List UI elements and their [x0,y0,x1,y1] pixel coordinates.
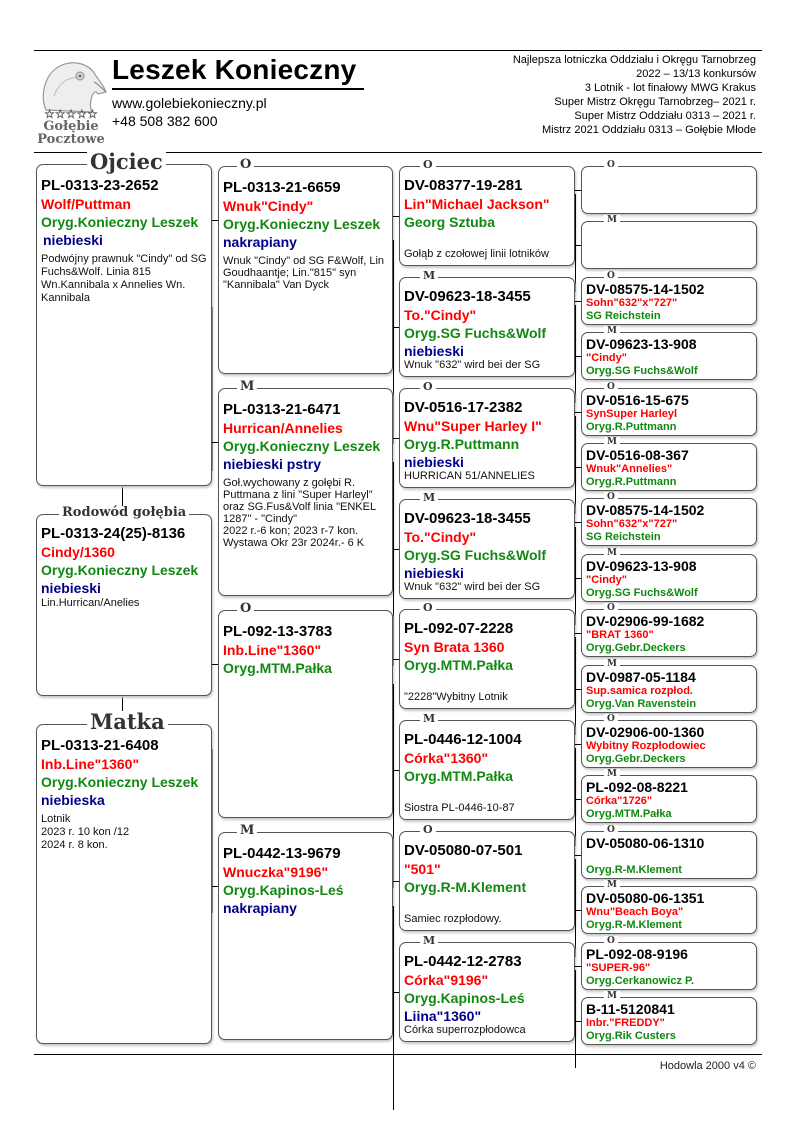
mother-card[interactable] [36,709,212,1044]
great-grandparent-details [404,620,571,674]
pigeon-note: Samiec rozpłodowy. [404,913,502,925]
great-grandparent-details [404,953,571,1025]
connector-stub [393,770,399,771]
dam-label: M [604,548,620,558]
ring-number: DV-0987-05-1184 [586,669,696,685]
dam-label: M [604,215,620,225]
pigeon-name: "Cindy" [586,352,627,364]
pigeon-note: Wnuk "632" wird bei der SG [404,359,541,371]
breeder: Georg Sztuba [404,214,496,230]
breeder: Oryg.Gebr.Deckers [586,753,686,765]
pigeon-color: nakrapiany [223,234,297,250]
pigeon-name: Córka"9196" [404,972,489,988]
grandparent-card[interactable] [218,823,393,1040]
pigeon-name [586,851,753,864]
ring-number: PL-092-08-9196 [586,946,688,962]
great-great-grandparent-card[interactable] [581,437,757,491]
great-great-grandparent-card[interactable] [581,825,757,879]
connector-stub [393,216,399,217]
great-great-grandparent-card[interactable] [581,769,757,823]
connector-col2-col3 [393,684,394,888]
great-great-grandparent-card[interactable] [581,991,757,1045]
great-great-grandparent-details [586,393,753,434]
connector-stub [393,549,399,550]
sire-label: O [604,603,618,613]
connector-col3-col4 [575,527,576,625]
ring-number: PL-0313-21-6659 [223,179,341,196]
pigeon-color: Liina"1360" [404,1008,482,1024]
pigeon-color: nakrapiany [223,900,297,916]
great-great-grandparent-card[interactable] [581,659,757,713]
great-great-grandparent-card[interactable] [581,271,757,325]
pigeon-name: Córka"1726" [586,795,653,807]
great-great-grandparent-details [586,614,753,655]
connector-col3-col4 [575,416,576,514]
breeder: Oryg.MTM.Pałka [223,660,332,676]
sire-label: O [237,602,254,616]
ring-number: PL-0446-12-1004 [404,731,522,748]
pigeon-color: niebieski [404,343,464,359]
pigeon-color: niebieska [41,792,105,808]
phone-number: +48 508 382 600 [112,113,218,129]
pigeon-name: Wolf/Puttman [41,196,131,212]
top-rule [34,50,762,51]
pigeon-name: Syn Brata 1360 [404,639,505,655]
note-line: Lotnik [41,813,71,825]
ring-number: DV-05080-06-1351 [586,890,705,906]
ring-number: DV-09623-18-3455 [404,510,531,527]
breeder: Oryg.R-M.Klement [586,864,682,876]
ring-number: PL-0442-12-2783 [404,953,522,970]
pigeon-name: SynSuper Harleyl [586,408,678,420]
ring-number: PL-092-08-8221 [586,779,688,795]
great-great-grandparent-details [586,1002,753,1043]
pigeon-name: Sohn"632"x"727" [586,297,678,309]
breeder: Oryg.Kapinos-Leś [223,882,344,898]
breeder: Oryg.SG Fuchs&Wolf [404,547,547,563]
pigeon-note: Lin.Hurrican/Anelies [41,597,140,609]
pigeon-name: Lin"Michael Jackson" [404,196,550,212]
dam-label: M [604,880,620,890]
dam-label: M [420,270,438,282]
sire-label: O [237,158,254,172]
great-great-grandparent-details [586,282,753,323]
dam-label: M [420,935,438,947]
pigeon-note: HURRICAN 51/ANNELIES [404,470,535,482]
pigeon-name: Wnuk"Annelies" [586,463,673,475]
pigeon-name: "501" [404,861,441,877]
breeder: Oryg.Gebr.Deckers [586,642,686,654]
breeder: Oryg.Kapinos-Leś [404,990,525,1006]
grandparent-card[interactable] [218,157,393,374]
pigeon-name [586,226,753,239]
ring-number: PL-0313-23-2652 [41,177,159,194]
connector-stub [393,327,399,328]
pigeon-head-icon [34,56,108,114]
great-grandparent-card[interactable] [399,158,575,266]
connector-col1-col2-top [212,307,213,471]
breeder: Oryg.SG Fuchs&Wolf [404,325,547,341]
great-great-grandparent-card[interactable] [581,936,757,990]
connector-stub [575,301,581,302]
achievements [513,53,756,137]
pigeon-name [586,171,753,184]
great-great-grandparent-details [586,559,753,600]
great-great-grandparent-card[interactable] [581,548,757,602]
logo-line2: Pocztowe [37,132,105,147]
breeder: Oryg.MTM.Pałka [404,768,513,784]
sire-label: O [420,159,436,171]
breeder: Oryg.MTM.Pałka [404,657,513,673]
great-grandparent-card[interactable] [399,269,575,377]
grandparent-card[interactable] [218,379,393,596]
breeder: Oryg.SG Fuchs&Wolf [586,365,698,377]
breeder: Oryg.Konieczny Leszek [41,774,199,790]
pigeon-name: Inb.Line"1360" [41,756,140,772]
pigeon-color: niebieski [404,454,464,470]
father-card[interactable] [36,149,212,486]
great-grandparent-card[interactable] [399,491,575,599]
logo [34,56,108,148]
dam-label: M [237,380,257,394]
connector-stub [575,522,581,523]
connector-stub [393,438,399,439]
father-label: Ojciec [87,151,166,173]
connector-stub [212,442,218,443]
ring-number: DV-02906-99-1682 [586,613,705,629]
ring-number: DV-05080-07-501 [404,842,523,859]
connector-stub [575,633,581,634]
breeder: Oryg.R.Puttmann [586,421,677,433]
pigeon-name: Wnuczka"9196" [223,864,329,880]
note-line: Wystawa Okr 23r 2024r.- 6 K [223,537,365,549]
achievement-line: Super Mistrz Okręgu Tarnobrzeg– 2021 r. [554,96,756,108]
note-line: 1287" - "Cindy" [223,513,298,525]
connector-stub [575,689,581,690]
pigeon-name: To."Cindy" [404,529,477,545]
connector-col3-col4 [575,194,576,292]
pigeon-note: Siostra PL-0446-10-87 [404,802,515,814]
great-great-grandparent-card[interactable] [581,215,757,269]
breeder: SG Reichstein [586,531,661,543]
connector-col1-col2-bottom [212,749,213,913]
great-grandparent-card[interactable] [399,380,575,488]
great-great-grandparent-card[interactable] [581,326,757,380]
connector-stub [575,1021,581,1022]
pigeon-note: Podwójny prawnuk "Cindy" od SG Fuchs&Wolf. Linia 815 Wn.Kannibala x Annelies Wn. Kannibala [41,253,207,304]
subject-details [41,525,208,610]
connector-col2-col3 [393,462,394,666]
owner-name: Leszek Konieczny [112,54,357,85]
great-grandparent-card[interactable] [399,601,575,709]
ring-number: B-11-5120841 [586,1001,675,1017]
pigeon-name: Inbr."FREDDY" [586,1017,665,1029]
pigeon-name: "Cindy" [586,574,627,586]
breeder: Oryg.R-M.Klement [404,879,527,895]
breeder: SG Reichstein [586,310,661,322]
great-great-grandparent-details [586,171,753,184]
note-line: 2022 r.-6 kon; 2023 r-7 kon. [223,525,359,537]
subject-card[interactable] [36,505,212,696]
pigeon-note [41,813,208,852]
ring-number: DV-08377-19-281 [404,177,523,194]
owner-underline [112,88,364,90]
breeder: Oryg.Rik Custers [586,1030,676,1042]
breeder: Oryg.Konieczny Leszek [223,216,381,232]
sire-label: O [604,714,618,724]
connector-stub [575,578,581,579]
dam-label: M [420,713,438,725]
dam-label: M [604,991,620,1001]
pigeon-name: Wnu"Super Harley I" [404,418,542,434]
pigeon-name: Wnu"Beach Boya" [586,906,684,918]
achievement-line: Najlepsza lotniczka Oddziału i Okręgu Tarnobrzeg [512,54,756,66]
pigeon-note: "2228"Wybitny Lotnik [404,691,508,703]
mother-label: Matka [87,711,168,733]
breeder: Oryg.SG Fuchs&Wolf [586,587,698,599]
dam-label: M [604,769,620,779]
pigeon-note: Gołąb z czołowej linii lotników [404,248,549,260]
logo-line1: Gołębie [43,119,99,134]
pigeon-color: niebieski pstry [223,456,322,472]
great-grandparent-details [404,731,571,785]
achievement-line: Super Mistrz Oddziału 0313 – 2021 r. [574,110,756,122]
great-great-grandparent-details [586,337,753,378]
pigeon-name: Hurrican/Annelies [223,420,343,436]
connector-stub [575,799,581,800]
grandparent-details [223,179,389,291]
ring-number: DV-09623-18-3455 [404,288,531,305]
great-great-grandparent-card[interactable] [581,160,757,214]
ring-number: PL-0313-21-6408 [41,737,159,754]
dam-label: M [420,492,438,504]
ring-number: PL-0313-24(25)-8136 [41,525,186,542]
ring-number: DV-09623-13-908 [586,558,697,574]
connector-stub [393,992,399,993]
ring-number: DV-0516-08-367 [586,447,689,463]
pigeon-name: "SUPER-96" [586,962,651,974]
pigeon-name: Sup.samica rozpłod. [586,685,693,697]
great-great-grandparent-details [586,448,753,489]
great-great-grandparent-details [586,836,753,877]
sire-label: O [604,936,618,946]
great-great-grandparent-card[interactable] [581,382,757,436]
connector-stub [575,467,581,468]
note-line: 2023 r. 10 kon /12 [41,826,130,838]
achievement-line: 3 Lotnik - lot finałowy MWG Krakus [584,82,756,94]
great-great-grandparent-card[interactable] [581,880,757,934]
great-great-grandparent-details [586,891,753,932]
pigeon-name: Wnuk"Cindy" [223,198,314,214]
pigeon-note [223,477,389,549]
connector-stub [575,910,581,911]
dam-label: M [604,326,620,336]
pigeon-color: niebieski [43,232,103,248]
sire-label: O [604,160,618,170]
breeder: Oryg.R-M.Klement [586,919,682,931]
ring-number: DV-0516-17-2382 [404,399,523,416]
connector-stub [212,220,218,221]
footer-rule [34,1054,762,1055]
great-grandparent-details [404,842,571,896]
great-great-grandparent-details [586,670,753,711]
great-great-grandparent-card[interactable] [581,603,757,657]
pigeon-color: niebieski [404,565,464,581]
pigeon-name: Cindy/1360 [41,544,115,560]
great-grandparent-details [404,399,571,471]
ring-number: DV-02906-00-1360 [586,724,705,740]
pigeon-name: Córka"1360" [404,750,489,766]
mother-details [41,737,208,852]
ring-number: PL-092-07-2228 [404,620,514,637]
grandparent-card[interactable] [218,601,393,818]
sire-label: O [420,602,436,614]
website-link[interactable]: www.golebiekonieczny.pl [112,95,267,111]
connector-stub [393,881,399,882]
great-grandparent-details [404,288,571,360]
pigeon-name: Wybitny Rozpłodowiec [586,740,706,752]
pigeon-note: Wnuk "632" wird bei der SG [404,581,541,593]
ring-number: PL-092-13-3783 [223,623,333,640]
great-grandparent-card[interactable] [399,823,575,931]
pigeon-note: Wnuk "Cindy" od SG F&Wolf, Lin Goudhaantje; Lin."815" syn "Kannibala" Van Dyck [223,255,385,291]
sire-label: O [420,381,436,393]
dam-label: M [237,824,257,838]
great-great-grandparent-details [586,503,753,544]
sire-label: O [604,271,618,281]
great-grandparent-card[interactable] [399,712,575,820]
grandparent-details [223,401,389,549]
great-grandparent-details [404,510,571,582]
sire-label: O [420,824,436,836]
connector-stub [575,855,581,856]
connector-stub [575,356,581,357]
great-great-grandparent-details [586,780,753,821]
pigeon-name: To."Cindy" [404,307,477,323]
dam-label: M [604,437,620,447]
breeder: Oryg.R.Puttmann [404,436,520,452]
connector-stub [393,659,399,660]
breeder: Oryg.Konieczny Leszek [41,562,199,578]
connector-stub [575,245,581,246]
ring-number: DV-05080-06-1310 [586,835,705,851]
note-line: Goł.wychowany z gołębi R. Puttmana z lini "Super Harleyl" oraz SG.Fus&Volf linia "ENKEL [223,477,377,513]
connector-stub [575,412,581,413]
grandparent-details [223,623,389,681]
pigeon-color: niebieski [41,580,101,596]
connector-col3-col4 [575,305,576,403]
ring-number: DV-08575-14-1502 [586,281,705,297]
connector-col3-col4 [575,748,576,846]
dam-label: M [604,659,620,669]
great-grandparent-card[interactable] [399,934,575,1042]
connector-col2-col3 [393,906,394,1110]
software-credit: Hodowla 2000 v4 © [659,1060,756,1072]
pigeon-name: Inb.Line"1360" [223,642,322,658]
sire-label: O [604,382,618,392]
pigeon-name: "BRAT 1360" [586,629,654,641]
great-great-grandparent-details [586,725,753,766]
connector-stub [212,664,218,665]
sire-label: O [604,825,618,835]
connector-stub [575,966,581,967]
sire-label: O [604,492,618,502]
breeder: Oryg.Konieczny Leszek [223,438,381,454]
pigeon-note: Córka superrozpłodowca [404,1024,526,1036]
breeder: Oryg.Konieczny Leszek [41,214,199,230]
logo-stars: ☆☆☆☆☆ [44,107,98,121]
connector-stub [575,744,581,745]
great-great-grandparent-details [586,947,753,988]
great-grandparent-details [404,177,571,231]
connector-col3-col4 [575,859,576,957]
breeder: Oryg.Van Ravenstein [586,698,697,710]
connector-stub [575,190,581,191]
grandparent-details [223,845,389,921]
connector-col2-col3 [393,240,394,444]
note-line: 2024 r. 8 kon. [41,839,108,851]
pigeon-name: Sohn"632"x"727" [586,518,678,530]
great-great-grandparent-card[interactable] [581,714,757,768]
breeder: Oryg.Cerkanowicz P. [586,975,695,987]
breeder: Oryg.MTM.Pałka [586,808,672,820]
achievement-line: Mistrz 2021 Oddziału 0313 – Gołębie Młode [541,124,756,136]
great-great-grandparent-card[interactable] [581,492,757,546]
breeder: Oryg.R.Puttmann [586,476,677,488]
ring-number: DV-08575-14-1502 [586,502,705,518]
great-great-grandparent-details [586,226,753,239]
connector-col3-col4 [575,637,576,735]
ring-number: DV-0516-15-675 [586,392,689,408]
connector-stub [212,886,218,887]
subject-label: Rodowód gołębia [59,506,189,520]
ring-number: PL-0442-13-9679 [223,845,341,862]
achievement-line: 2022 – 13/13 konkursów [636,68,756,80]
father-details [41,177,208,305]
ring-number: DV-09623-13-908 [586,336,697,352]
ring-number: PL-0313-21-6471 [223,401,341,418]
